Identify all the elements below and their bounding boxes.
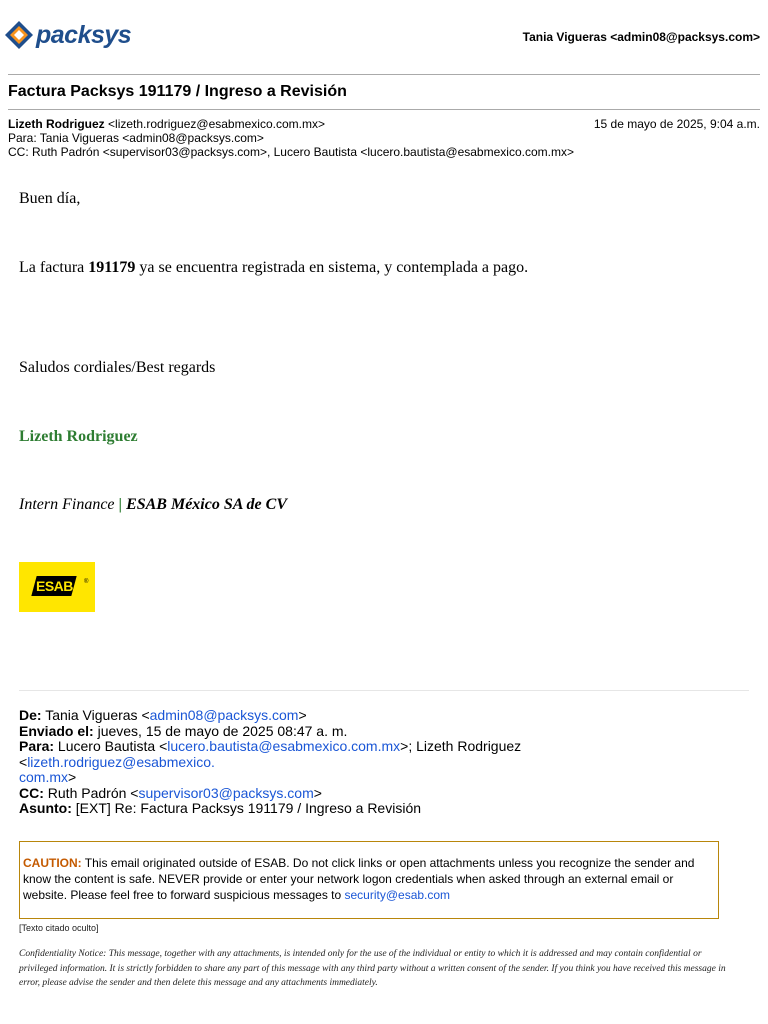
quoted-sent [19,724,719,740]
signature-role [19,496,287,514]
logo-text: packsys [36,20,132,49]
signature-separator: | [118,496,123,513]
hidden-quote-toggle[interactable]: [Texto citado oculto] [19,923,99,933]
to-label: Para: [19,738,55,754]
esab-logo-text: ESAB [35,578,73,594]
subject-value: [EXT] Re: Factura Packsys 191179 / Ingreso a Revisión [71,800,422,816]
invoice-number: 191179 [88,259,136,276]
packsys-diamond-icon [4,20,34,50]
to-row: Para: Tania Vigueras <admin08@packsys.com> [8,131,264,145]
esab-badge [31,576,76,596]
body-text-post: ya se encuentra registrada en sistema, y contemplada a pago. [135,259,529,276]
to-name-1: Lucero Bautista < [54,738,168,754]
body-line [19,259,528,277]
security-email-link[interactable]: security@esab.com [344,888,451,902]
sender-email: <lizeth.rodriguez@esabmexico.com.mx> [108,117,325,131]
cc-close: > [313,784,322,801]
confidentiality-notice: Confidentiality Notice: This message, together with any attachments, is intended only for the use of the individual or entity to which it is addressed and may contain confidential or privileged information. It is strictly forbidden to share any part of this message with any third party without a written consent of the sender. If you think you have received this message in error, please advise the sender and then delete this message and any attachments immediately. [19,949,726,988]
top-bar [0,0,768,74]
regards: Saludos cordiales/Best regards [19,359,216,376]
sent-value: jueves, 15 de mayo de 2025 08:47 a. m. [93,722,348,739]
body-text-pre: La factura [19,259,89,276]
sent-label: Enviado el: [19,722,94,739]
quoted-subject [19,801,719,817]
greeting: Buen día, [19,190,81,207]
esab-logo [19,562,95,612]
registered-mark: ® [84,579,89,585]
cc-row: CC: Ruth Padrón <supervisor03@packsys.com>, Lucero Bautista <lucero.bautista@esabmexico.com.mx> [8,145,574,159]
caution-banner [19,841,719,919]
subject-label: Asunto: [19,800,72,816]
from-close: > [298,707,307,723]
cc-label: CC: [19,784,44,801]
to-close: > [68,769,77,785]
to-email-link-2-cont[interactable]: com.mx [19,769,68,785]
email-subject: Factura Packsys 191179 / Ingreso a Revisión [8,83,347,100]
to-email-link-1[interactable]: lucero.bautista@esabmexico.com.mx [167,738,401,754]
sender-name[interactable]: Lizeth Rodriguez [8,117,105,131]
quoted-from [19,708,719,724]
from-email-link[interactable]: admin08@packsys.com [149,707,299,723]
divider [8,109,760,110]
cc-name: Ruth Padrón < [43,784,139,801]
divider [8,74,760,75]
quoted-to [19,739,719,786]
caution-text: This email originated outside of ESAB. Do not click links or open attachments unless you recognize the sender and know the content is safe. NEVER provide or enter your network logon credentials when asked through an external email or website. Please feel free to forward suspicious messages to [23,856,695,902]
packsys-logo [4,20,131,50]
signature-name: Lizeth Rodriguez [19,428,138,445]
quoted-cc [19,786,719,802]
message-date: 15 de mayo de 2025, 9:04 a.m. [593,117,760,131]
to-name-2: >; Lizeth Rodriguez < [19,738,522,770]
signature-title: Intern Finance [19,496,119,513]
to-email-link-2[interactable]: lizeth.rodriguez@esabmexico. [27,753,215,770]
from-label: De: [19,707,42,723]
cc-email-link[interactable]: supervisor03@packsys.com [138,784,314,801]
divider [19,690,749,691]
account-label: Tania Vigueras <admin08@packsys.com> [522,30,760,44]
signature-company: ESAB México SA de CV [122,496,287,513]
caution-label: CAUTION: [23,856,82,870]
quoted-header [19,708,719,817]
from-name: Tania Vigueras < [41,707,150,723]
message-header [8,117,760,159]
